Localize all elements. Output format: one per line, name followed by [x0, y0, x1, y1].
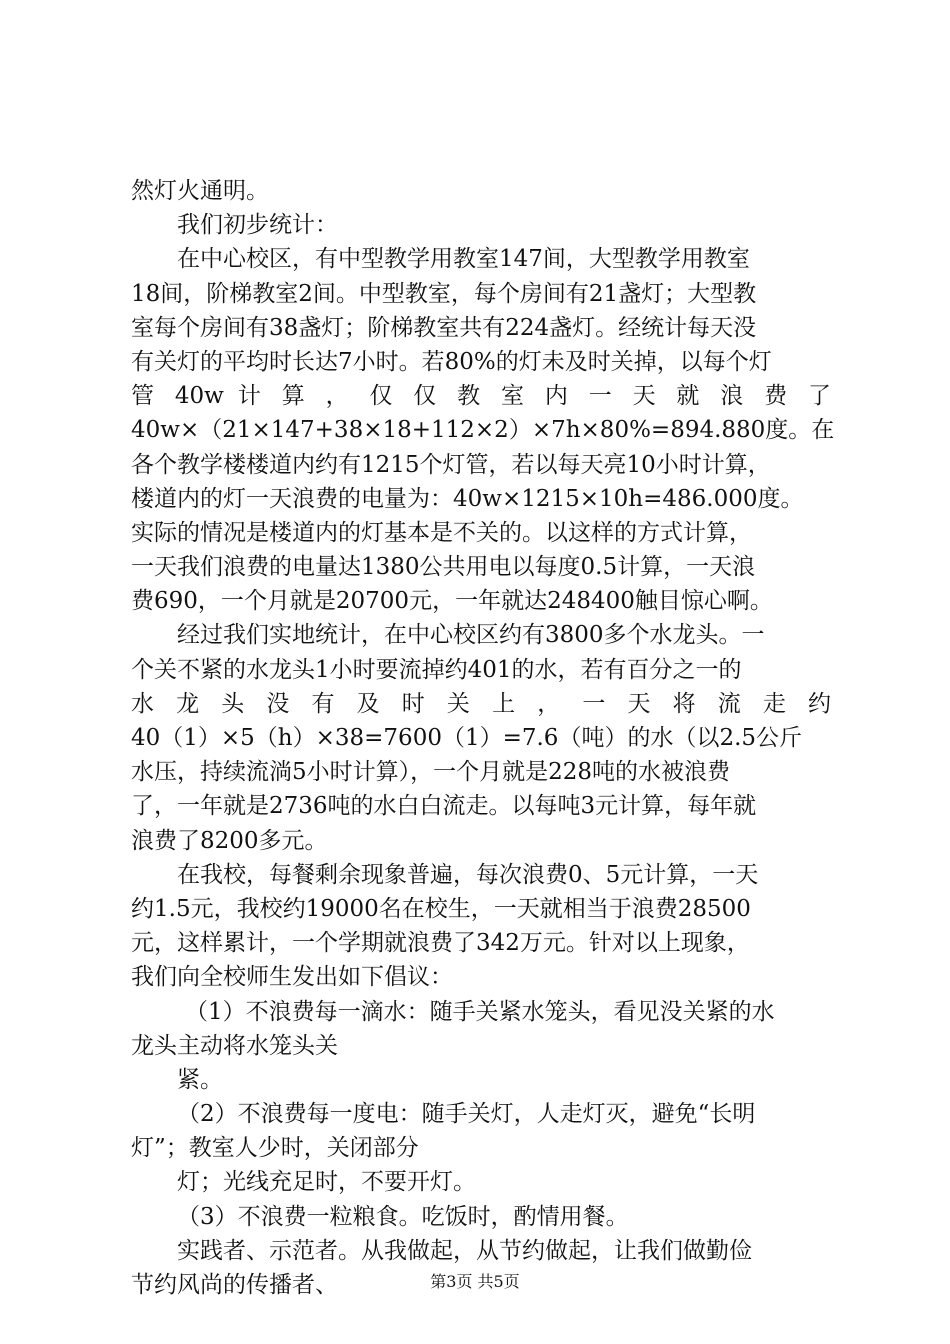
- text-line: 我们向全校师生发出如下倡议：: [131, 964, 453, 991]
- text-line: （1）不浪费每一滴水：随手关紧水笼头，看见没关紧的水: [185, 998, 775, 1025]
- text-line: （3）不浪费一粒粮食。吃饭时，酌情用餐。: [177, 1203, 629, 1230]
- text-line: 约1.5元，我校约19000名在校生，一天就相当于浪费28500: [131, 895, 751, 922]
- text-line: 各个教学楼楼道内约有1215个灯管，若以每天亮10小时计算，: [131, 451, 771, 478]
- text-line: 18间，阶梯教室2间。中型教室，每个房间有21盏灯；大型教: [131, 280, 757, 307]
- text-line: 我们初步统计：: [177, 212, 338, 239]
- text-line: 龙头主动将水笼头关: [131, 1032, 338, 1059]
- text-line: 实际的情况是楼道内的灯基本是不关的。以这样的方式计算，: [131, 519, 752, 546]
- text-line: （2）不浪费每一度电：随手关灯，人走灯灭，避免“长明: [177, 1101, 756, 1128]
- text-line: 有关灯的平均时长达7小时。若80%的灯未及时关掉，以每个灯: [131, 348, 772, 375]
- text-line: 紧。: [177, 1066, 223, 1093]
- text-line: 水 龙 头 没 有 及 时 关 上 ， 一 天 将 流 走 约: [131, 690, 831, 717]
- text-line: 室每个房间有38盏灯；阶梯教室共有224盏灯。经统计每天没: [131, 314, 757, 341]
- text-line: 管 40w 计 算 ， 仅 仅 教 室 内 一 天 就 浪 费 了: [131, 383, 831, 410]
- text-line: 费690，一个月就是20700元，一年就达248400触目惊心啊。: [131, 588, 773, 615]
- page-footer: 第3页 共5页: [430, 1272, 520, 1291]
- text-line: 实践者、示范者。从我做起，从节约做起，让我们做勤俭: [177, 1237, 752, 1264]
- text-line: 楼道内的灯一天浪费的电量为：40w×1215×10h=486.000度。: [131, 485, 804, 512]
- text-line: 一天我们浪费的电量达1380公共用电以每度0.5计算，一天浪: [131, 554, 756, 581]
- text-line: 在我校，每餐剩余现象普遍，每次浪费0、5元计算，一天: [177, 861, 759, 888]
- text-line: 在中心校区，有中型教学用教室147间，大型教学用教室: [177, 246, 750, 273]
- text-line: 元，这样累计，一个学期就浪费了342万元。针对以上现象，: [131, 930, 750, 957]
- text-line: 40（1）×5（h）×38=7600（1）=7.6（吨）的水（以2.5公斤: [131, 725, 803, 751]
- text-line: 节约风尚的传播者、: [131, 1272, 338, 1298]
- text-line: 浪费了8200多元。: [131, 827, 328, 854]
- text-line: 了，一年就是2736吨的水白白流走。以每吨3元计算，每年就: [131, 793, 757, 820]
- text-line: 经过我们实地统计，在中心校区约有3800多个水龙头。一: [177, 622, 765, 649]
- text-line: 灯”；教室人少时，关闭部分: [131, 1135, 419, 1162]
- body-text: [131, 174, 835, 1302]
- text-line: 个关不紧的水龙头1小时要流掉约401的水，若有百分之一的: [131, 656, 742, 683]
- text-line: 然灯火通明。: [131, 178, 269, 204]
- text-line: 灯；光线充足时，不要开灯。: [177, 1169, 476, 1196]
- text-line: 40w×（21×147+38×18+112×2）×7h×80%=894.880度。在: [131, 417, 835, 444]
- text-line: 水压，持续流淌5小时计算），一个月就是228吨的水被浪费: [131, 759, 731, 786]
